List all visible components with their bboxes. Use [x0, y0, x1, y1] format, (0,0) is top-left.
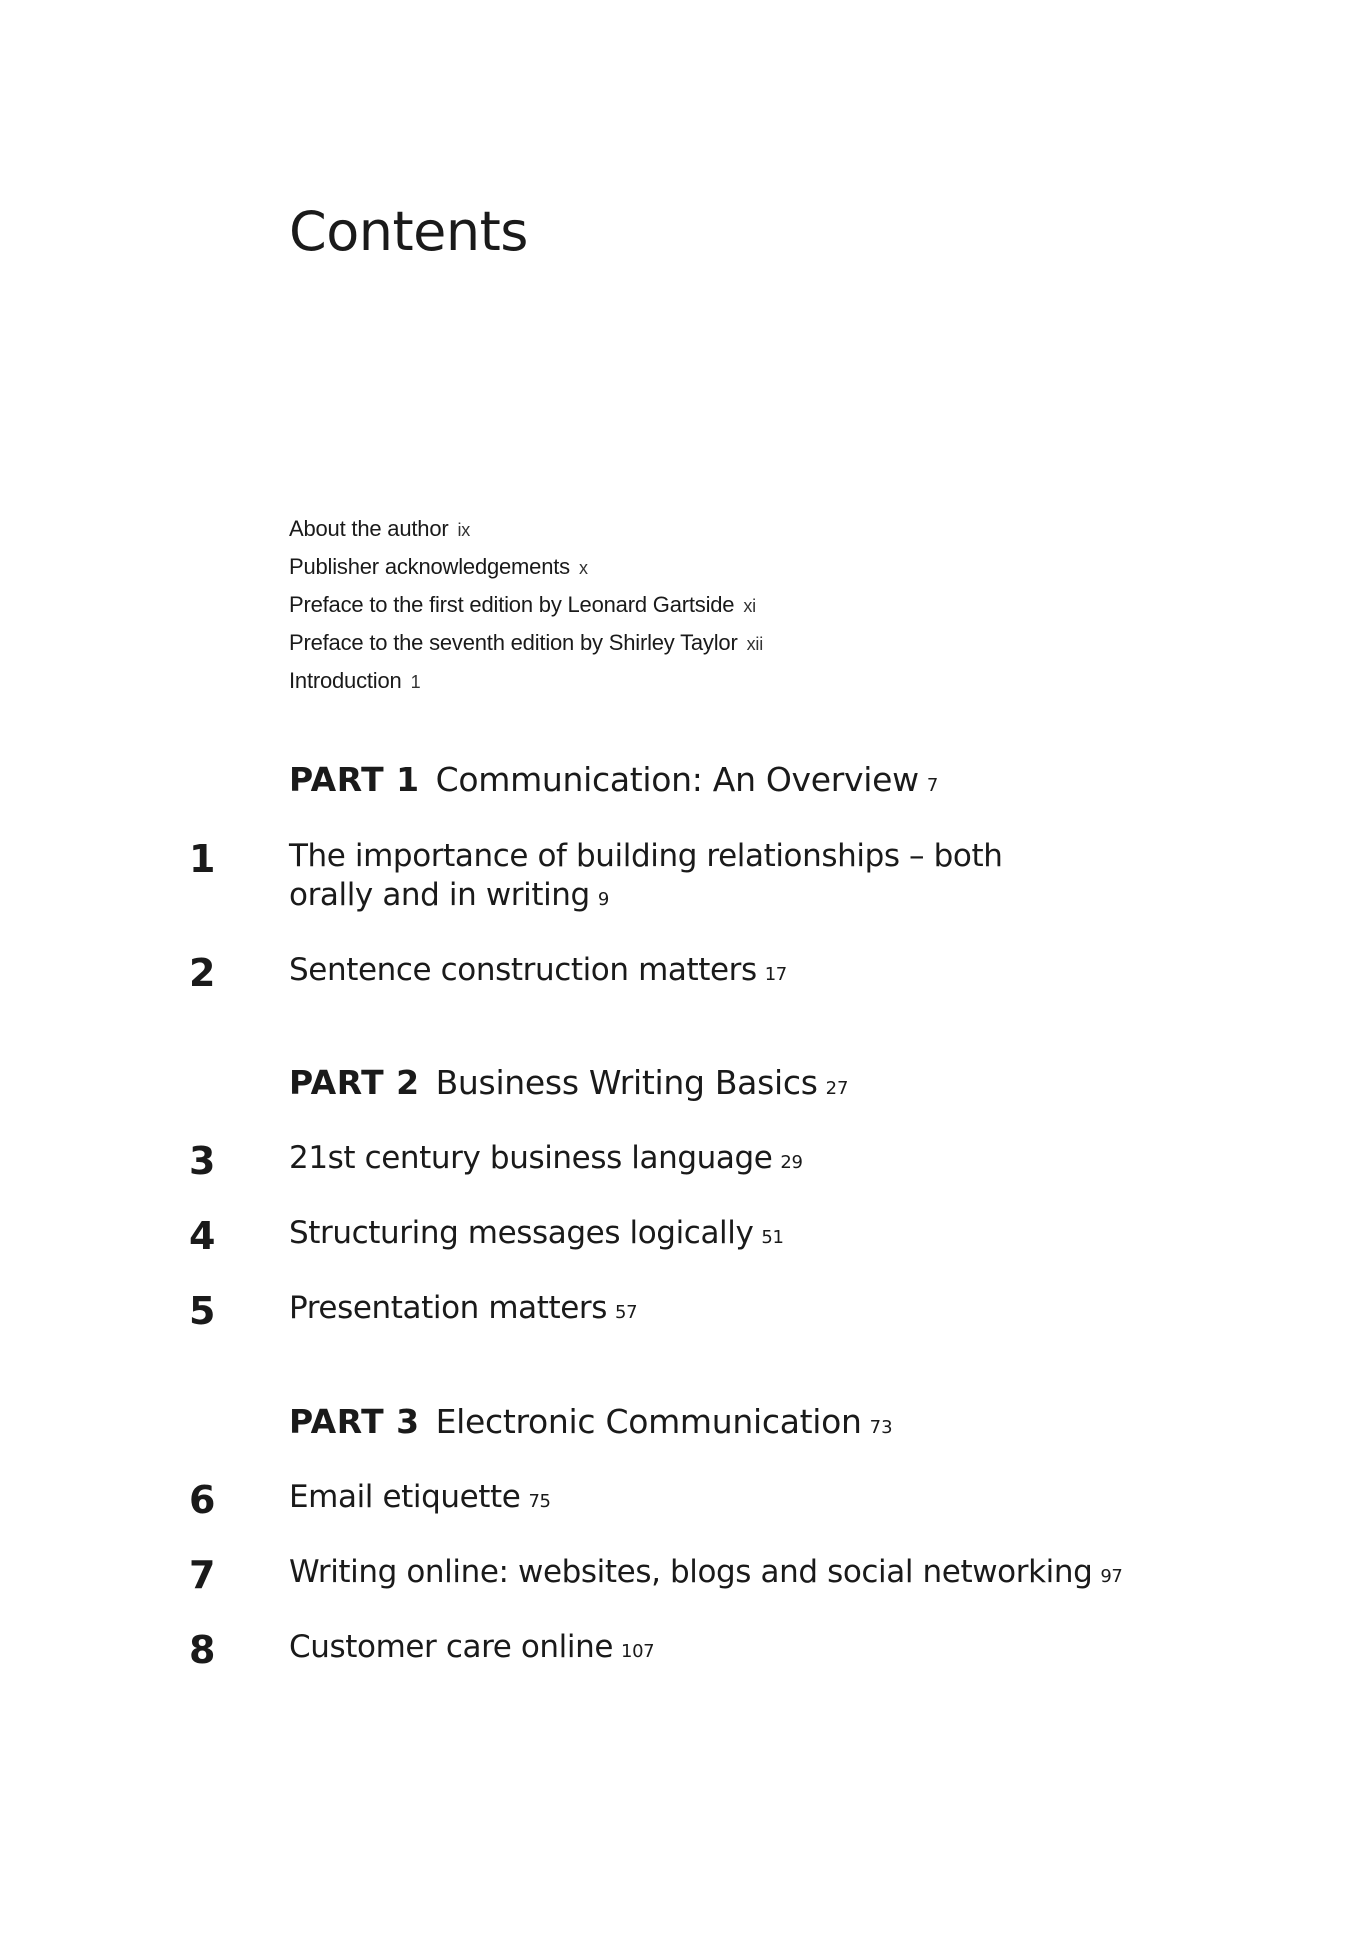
- front-matter-label: About the author: [289, 516, 449, 541]
- part-label: PART 1: [289, 760, 420, 799]
- chapter-title-text: Email etiquette: [289, 1479, 521, 1515]
- part-label: PART 2: [289, 1063, 420, 1102]
- page-number: xi: [743, 596, 756, 616]
- chapter-entry-7[interactable]: [0, 1553, 1369, 1633]
- page-number: xii: [746, 634, 763, 654]
- chapter-entry-4[interactable]: [0, 1214, 1369, 1294]
- part-heading-3[interactable]: [289, 1400, 893, 1450]
- chapter-number: 1: [189, 837, 216, 881]
- chapter-number: 2: [189, 951, 216, 995]
- page-number: 1: [410, 672, 421, 692]
- page-number: 51: [761, 1227, 784, 1248]
- chapter-number: 4: [189, 1214, 216, 1258]
- chapter-title: [289, 1478, 1149, 1521]
- page-number: 75: [528, 1491, 551, 1512]
- chapter-title-text: 21st century business language: [289, 1140, 773, 1176]
- chapter-entry-6[interactable]: [0, 1478, 1369, 1558]
- page-number: 29: [780, 1152, 803, 1173]
- chapter-number: 6: [189, 1478, 216, 1522]
- chapter-title: [289, 1553, 1289, 1596]
- chapter-title: [289, 1214, 1149, 1257]
- chapter-number: 3: [189, 1139, 216, 1183]
- front-matter-item[interactable]: [289, 624, 763, 662]
- chapter-title-text: Sentence construction matters: [289, 952, 757, 988]
- page-number: 57: [615, 1302, 638, 1323]
- part-heading-1[interactable]: [289, 758, 938, 808]
- front-matter-item[interactable]: [289, 548, 763, 586]
- front-matter-item[interactable]: [289, 662, 763, 700]
- chapter-title-text: Writing online: websites, blogs and social networking: [289, 1554, 1093, 1590]
- front-matter-list: [289, 510, 763, 700]
- chapter-number: 5: [189, 1289, 216, 1333]
- chapter-number: 7: [189, 1553, 216, 1597]
- page-number: x: [578, 558, 588, 578]
- part-title: Electronic Communication: [435, 1402, 862, 1441]
- chapter-title-text: Structuring messages logically: [289, 1215, 754, 1251]
- page-number: 107: [621, 1641, 655, 1662]
- page-number: 73: [869, 1417, 893, 1438]
- chapter-title: [289, 1289, 1149, 1332]
- chapter-entry-8[interactable]: [0, 1628, 1369, 1708]
- chapter-entry-1[interactable]: [0, 837, 1369, 917]
- front-matter-item[interactable]: [289, 510, 763, 548]
- page-number: 9: [597, 889, 609, 910]
- front-matter-label: Preface to the first edition by Leonard Gartside: [289, 592, 735, 617]
- chapter-entry-2[interactable]: [0, 951, 1369, 1031]
- chapter-title: [289, 837, 1089, 919]
- chapter-title: [289, 951, 1149, 994]
- front-matter-label: Preface to the seventh edition by Shirley Taylor: [289, 630, 738, 655]
- chapter-title: [289, 1139, 1149, 1182]
- front-matter-label: Publisher acknowledgements: [289, 554, 570, 579]
- part-heading-2[interactable]: [289, 1061, 849, 1111]
- chapter-title-text: The importance of building relationships – both orally and in writing: [289, 838, 1003, 913]
- page-number: 97: [1100, 1566, 1123, 1587]
- part-title: Communication: An Overview: [435, 760, 919, 799]
- chapter-entry-3[interactable]: [0, 1139, 1369, 1219]
- page-number: ix: [457, 520, 471, 540]
- page-number: 17: [764, 964, 787, 985]
- part-title: Business Writing Basics: [435, 1063, 818, 1102]
- chapter-entry-5[interactable]: [0, 1289, 1369, 1369]
- page-title: Contents: [289, 200, 528, 263]
- chapter-title: [289, 1628, 1149, 1671]
- front-matter-item[interactable]: [289, 586, 763, 624]
- chapter-title-text: Presentation matters: [289, 1290, 608, 1326]
- page-number: 27: [825, 1078, 849, 1099]
- chapter-title-text: Customer care online: [289, 1629, 614, 1665]
- part-label: PART 3: [289, 1402, 420, 1441]
- front-matter-label: Introduction: [289, 668, 402, 693]
- chapter-number: 8: [189, 1628, 216, 1672]
- page-number: 7: [926, 775, 939, 796]
